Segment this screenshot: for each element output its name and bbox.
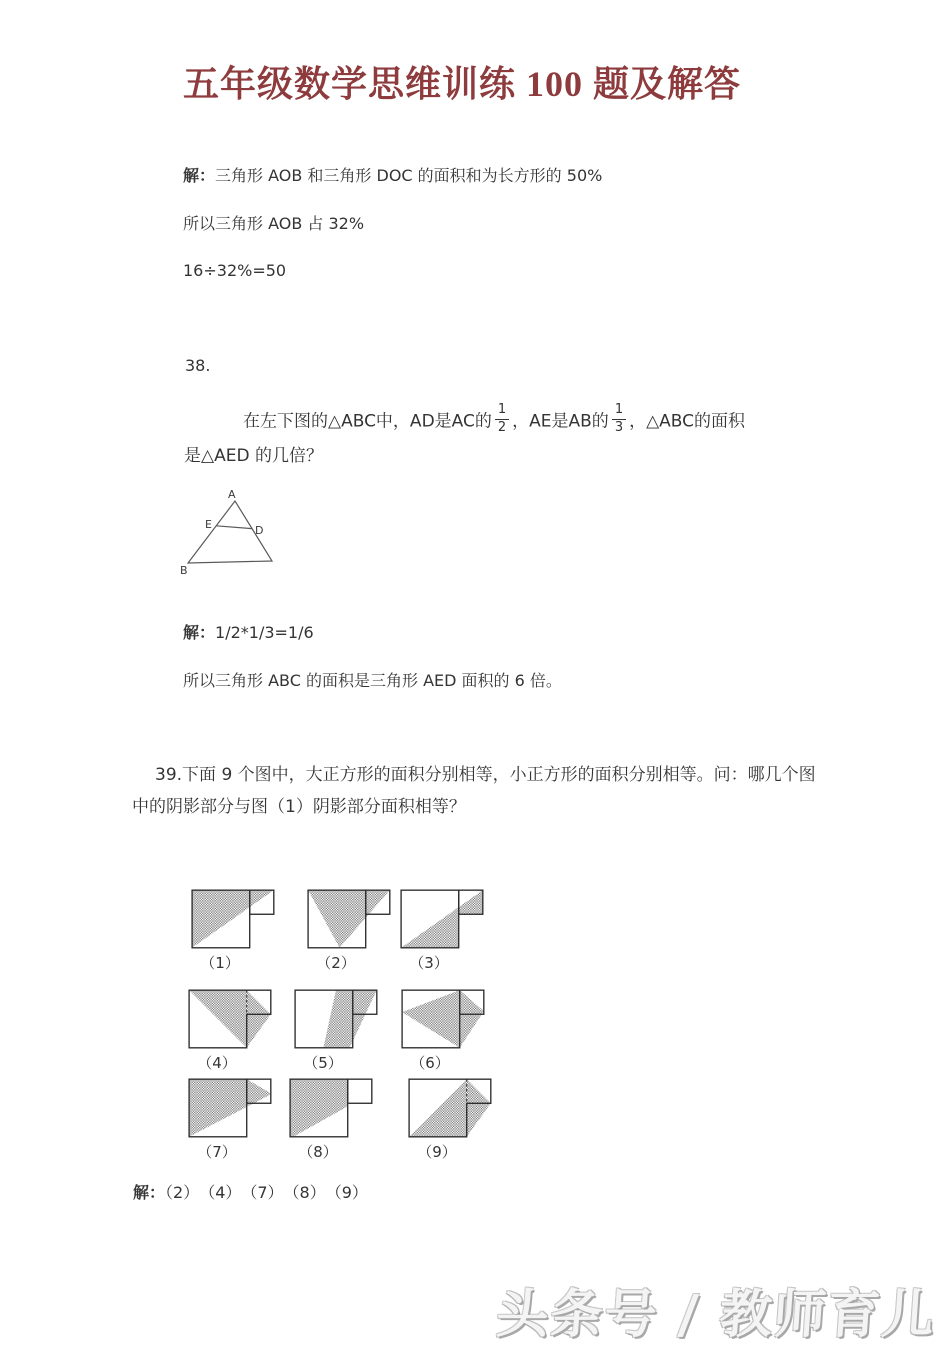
fraction-denominator: 2	[497, 419, 507, 435]
problem38-question-line2: 是△AED 的几倍？	[184, 446, 323, 466]
solution-label: 解：	[133, 1183, 166, 1202]
fraction-numerator: 1	[495, 403, 509, 420]
figure-3-diagram	[399, 888, 487, 951]
watermark-toutiao: 头条号 / 教师育儿	[494, 1285, 938, 1345]
solution-label: 解：	[183, 166, 216, 185]
figure-9-label: （9）	[417, 1143, 457, 1161]
figure-4-diagram	[187, 988, 275, 1051]
solution37-line1	[183, 165, 602, 187]
figure-8-diagram	[288, 1077, 376, 1140]
figure-5	[293, 988, 381, 1072]
vertex-label-e: E	[205, 518, 212, 531]
figure-7-label: （7）	[197, 1143, 237, 1161]
figure-1-diagram	[190, 888, 278, 951]
shaded-region	[189, 1079, 272, 1137]
small-square	[348, 1079, 372, 1103]
segment-ed	[216, 526, 252, 529]
figure-2-diagram	[306, 888, 394, 951]
vertex-label-d: D	[255, 524, 264, 537]
figure-1-label: （1）	[200, 954, 240, 972]
figure-3-label: （3）	[409, 954, 449, 972]
figure-7	[187, 1077, 275, 1161]
solution38-line2: 所以三角形 ABC 的面积是三角形 AED 面积的 6 倍。	[183, 671, 562, 690]
solution37-line2: 所以三角形 AOB 占 32%	[183, 214, 365, 233]
figure-6-diagram	[400, 988, 488, 1051]
fraction-numerator: 1	[612, 403, 626, 420]
problem39-question-line1: 39.下面 9 个图中，大正方形的面积分别相等，小正方形的面积分别相等。问：哪几个图	[155, 765, 816, 785]
fraction-one-half	[495, 403, 509, 436]
figure-9	[407, 1077, 495, 1161]
vertex-label-a: A	[228, 488, 236, 501]
figure-6	[400, 988, 488, 1072]
vertex-label-b: B	[180, 564, 188, 577]
figure-4	[187, 988, 275, 1072]
solution37-line3: 16÷32%=50	[183, 261, 287, 280]
fraction-denominator: 3	[614, 419, 624, 435]
figure-2-label: （2）	[316, 954, 356, 972]
figure-5-label: （5）	[303, 1054, 343, 1072]
shaded-region	[189, 990, 271, 1048]
solution38-line1-text: 1/2*1/3=1/6	[215, 623, 314, 642]
triangle-abc-diagram	[178, 487, 288, 579]
problem39-answer-line	[133, 1182, 368, 1204]
figure-7-diagram	[187, 1077, 275, 1140]
q38-part1: 在左下图的△ABC中，AD是AC的	[243, 411, 492, 432]
figure-2	[306, 888, 394, 972]
problem38-question-line1	[243, 402, 746, 438]
figure-8-label: （8）	[298, 1143, 338, 1161]
solution-label: 解：	[183, 623, 216, 642]
shaded-region	[308, 890, 390, 948]
figure-8	[288, 1077, 376, 1161]
problem39-answer-values: （2） （4） （7） （8） （9）	[165, 1183, 368, 1202]
solution38-line1	[183, 622, 314, 644]
problem39-question-line2: 中的阴影部分与图（1）阴影部分面积相等？	[132, 797, 466, 817]
shaded-region	[192, 890, 274, 948]
q38-part3: ，△ABC的面积	[629, 411, 746, 432]
figure-3	[399, 888, 487, 972]
page-title: 五年级数学思维训练 100 题及解答	[183, 64, 742, 104]
shaded-region	[409, 1079, 491, 1137]
solution37-line1-text: 三角形 AOB 和三角形 DOC 的面积和为长方形的 50%	[215, 166, 603, 185]
q38-part2: ，AE是AB的	[512, 411, 609, 432]
shaded-region	[402, 990, 484, 1048]
shaded-region	[401, 890, 483, 948]
figure-4-label: （4）	[197, 1054, 237, 1072]
shaded-region	[290, 1079, 348, 1137]
figure-1	[190, 888, 278, 972]
figure-9-diagram	[407, 1077, 495, 1140]
figure-5-diagram	[293, 988, 381, 1051]
figure-6-label: （6）	[410, 1054, 450, 1072]
fraction-one-third	[612, 403, 626, 436]
problem38-number: 38.	[185, 356, 211, 375]
shaded-region	[323, 990, 376, 1048]
